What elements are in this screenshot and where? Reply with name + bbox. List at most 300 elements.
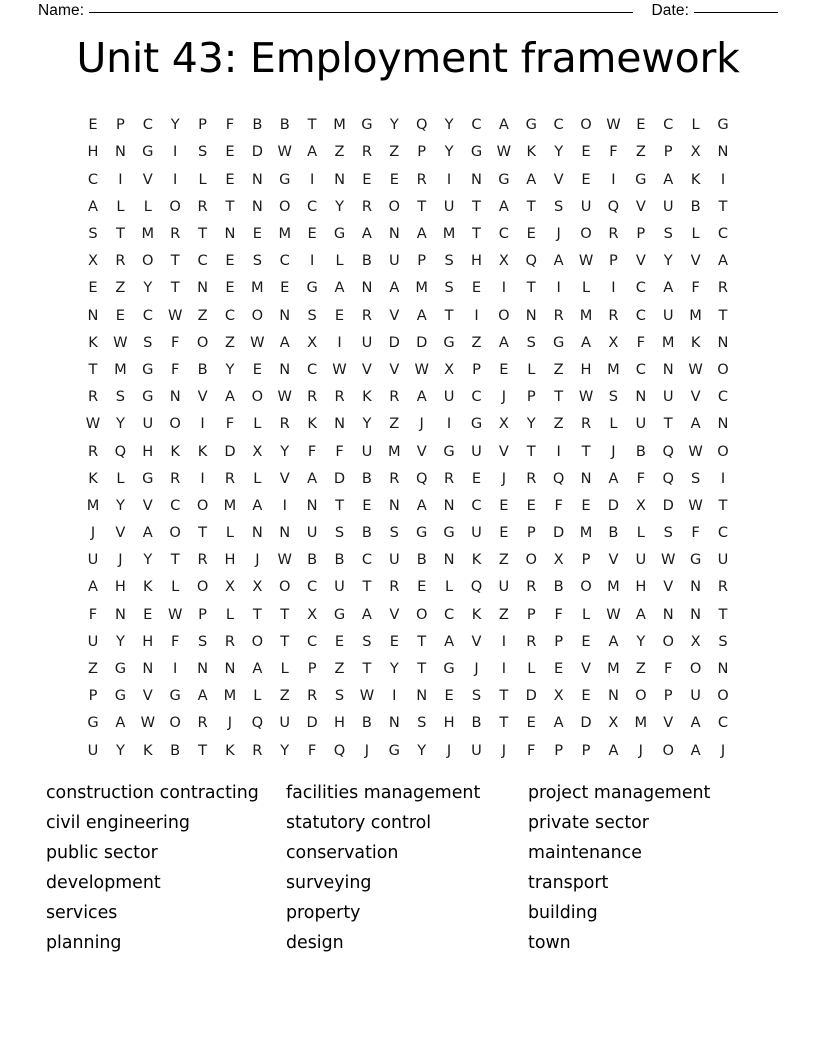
grid-cell[interactable]: R <box>197 714 208 732</box>
grid-cell[interactable]: B <box>361 714 372 732</box>
grid-cell[interactable]: V <box>498 442 509 460</box>
grid-cell[interactable]: L <box>636 524 645 542</box>
grid-cell[interactable]: T <box>88 360 98 378</box>
grid-cell[interactable]: T <box>499 687 509 705</box>
grid-cell[interactable]: R <box>307 687 318 705</box>
grid-cell[interactable]: M <box>333 116 346 134</box>
grid-cell[interactable]: A <box>142 524 153 542</box>
grid-cell[interactable]: O <box>251 388 264 406</box>
grid-cell[interactable]: A <box>526 170 537 188</box>
grid-cell[interactable]: N <box>635 388 647 406</box>
grid-cell[interactable]: V <box>142 170 153 188</box>
grid-cell[interactable]: N <box>690 578 702 596</box>
grid-cell[interactable]: A <box>88 197 98 215</box>
grid-cell[interactable]: E <box>581 496 591 514</box>
grid-cell[interactable]: N <box>251 197 263 215</box>
grid-cell[interactable]: B <box>334 551 345 569</box>
grid-cell[interactable]: K <box>170 442 180 460</box>
grid-cell[interactable]: T <box>718 605 728 623</box>
grid-cell[interactable]: Z <box>88 660 98 678</box>
grid-cell[interactable]: M <box>607 660 620 678</box>
grid-cell[interactable]: L <box>225 605 235 623</box>
grid-cell[interactable]: M <box>607 578 620 596</box>
grid-cell[interactable]: W <box>688 496 703 514</box>
grid-cell[interactable]: N <box>662 605 674 623</box>
grid-cell[interactable]: I <box>200 415 205 433</box>
grid-cell[interactable]: R <box>608 306 619 324</box>
grid-cell[interactable]: F <box>554 496 563 514</box>
grid-cell[interactable]: J <box>90 524 96 542</box>
grid-cell[interactable]: B <box>252 116 263 134</box>
grid-cell[interactable]: P <box>198 605 207 623</box>
grid-cell[interactable]: O <box>580 116 592 134</box>
grid-cell[interactable]: N <box>361 279 373 297</box>
grid-cell[interactable]: E <box>115 306 126 324</box>
grid-cell[interactable]: R <box>224 632 236 650</box>
grid-cell[interactable]: Y <box>280 442 290 460</box>
grid-cell[interactable]: A <box>663 170 674 188</box>
word-list-item[interactable]: construction contracting <box>46 783 259 803</box>
grid-cell[interactable]: T <box>472 225 481 243</box>
grid-cell[interactable]: Y <box>526 415 536 433</box>
grid-cell[interactable]: A <box>252 496 263 514</box>
grid-cell[interactable]: C <box>717 388 729 406</box>
grid-cell[interactable]: G <box>142 360 154 378</box>
grid-cell[interactable]: G <box>169 687 181 705</box>
grid-cell[interactable]: E <box>526 225 536 243</box>
grid-cell[interactable]: N <box>525 306 537 324</box>
grid-cell[interactable]: M <box>141 225 155 243</box>
grid-cell[interactable]: R <box>444 469 455 487</box>
grid-cell[interactable]: E <box>526 714 536 732</box>
grid-cell[interactable]: O <box>635 687 647 705</box>
grid-cell[interactable]: P <box>307 660 317 678</box>
grid-cell[interactable]: A <box>635 605 646 623</box>
grid-cell[interactable]: C <box>142 116 153 134</box>
grid-cell[interactable]: Y <box>280 741 290 759</box>
grid-cell[interactable]: Q <box>470 578 483 596</box>
grid-cell[interactable]: K <box>690 333 701 351</box>
grid-cell[interactable]: Y <box>636 632 646 650</box>
grid-cell[interactable]: O <box>196 496 209 514</box>
grid-cell[interactable]: A <box>608 741 619 759</box>
grid-cell[interactable]: T <box>198 524 208 542</box>
grid-cell[interactable]: V <box>142 496 153 514</box>
grid-cell[interactable]: G <box>443 660 455 678</box>
grid-cell[interactable]: U <box>662 197 674 215</box>
grid-cell[interactable]: O <box>415 605 428 623</box>
grid-cell[interactable]: X <box>88 252 98 270</box>
grid-cell[interactable]: R <box>526 632 537 650</box>
grid-cell[interactable]: U <box>142 415 154 433</box>
grid-cell[interactable]: O <box>717 360 729 378</box>
grid-cell[interactable]: W <box>578 252 594 270</box>
grid-cell[interactable]: S <box>444 279 454 297</box>
grid-cell[interactable]: G <box>443 442 455 460</box>
grid-cell[interactable]: V <box>389 306 400 324</box>
grid-cell[interactable]: A <box>498 333 509 351</box>
grid-cell[interactable]: O <box>498 306 510 324</box>
grid-cell[interactable]: V <box>471 632 482 650</box>
grid-cell[interactable]: W <box>140 714 155 732</box>
grid-cell[interactable]: E <box>471 279 482 297</box>
grid-cell[interactable]: N <box>279 524 291 542</box>
grid-cell[interactable]: G <box>717 116 729 134</box>
grid-cell[interactable]: A <box>416 388 427 406</box>
grid-cell[interactable]: U <box>361 333 373 351</box>
grid-cell[interactable]: A <box>197 687 208 705</box>
grid-cell[interactable]: Y <box>115 496 125 514</box>
grid-cell[interactable]: R <box>334 388 345 406</box>
grid-cell[interactable]: I <box>611 170 616 188</box>
grid-cell[interactable]: C <box>471 116 482 134</box>
grid-cell[interactable]: W <box>606 605 621 623</box>
grid-cell[interactable]: M <box>388 442 401 460</box>
grid-cell[interactable]: I <box>720 469 726 487</box>
grid-cell[interactable]: U <box>443 197 455 215</box>
grid-cell[interactable]: N <box>197 660 209 678</box>
grid-cell[interactable]: T <box>252 605 262 623</box>
grid-cell[interactable]: S <box>554 197 564 215</box>
grid-cell[interactable]: Q <box>607 197 620 215</box>
grid-cell[interactable]: R <box>580 415 592 433</box>
grid-cell[interactable]: N <box>306 496 318 514</box>
grid-cell[interactable]: A <box>88 578 98 596</box>
grid-cell[interactable]: I <box>309 252 315 270</box>
grid-cell[interactable]: C <box>635 306 646 324</box>
grid-cell[interactable]: C <box>307 197 318 215</box>
grid-cell[interactable]: M <box>579 306 593 324</box>
grid-cell[interactable]: R <box>717 279 729 297</box>
grid-cell[interactable]: E <box>636 116 646 134</box>
word-list-item[interactable]: development <box>46 873 161 893</box>
grid-cell[interactable]: F <box>170 632 180 650</box>
grid-cell[interactable]: Y <box>115 741 125 759</box>
grid-cell[interactable]: S <box>252 252 262 270</box>
grid-cell[interactable]: T <box>417 660 427 678</box>
grid-cell[interactable]: W <box>250 333 265 351</box>
grid-cell[interactable]: N <box>169 388 181 406</box>
grid-cell[interactable]: C <box>279 252 290 270</box>
grid-cell[interactable]: L <box>581 605 591 623</box>
grid-cell[interactable]: R <box>170 469 181 487</box>
grid-cell[interactable]: M <box>114 360 127 378</box>
grid-cell[interactable]: A <box>663 279 674 297</box>
grid-cell[interactable]: F <box>335 442 344 460</box>
grid-cell[interactable]: A <box>361 225 372 243</box>
grid-cell[interactable]: Y <box>362 415 372 433</box>
grid-cell[interactable]: C <box>307 360 318 378</box>
grid-cell[interactable]: W <box>578 388 594 406</box>
grid-cell[interactable]: D <box>388 333 400 351</box>
grid-cell[interactable]: N <box>388 714 400 732</box>
grid-cell[interactable]: C <box>717 714 729 732</box>
grid-cell[interactable]: N <box>580 469 592 487</box>
grid-cell[interactable]: U <box>87 741 99 759</box>
word-list-item[interactable]: property <box>286 903 361 923</box>
grid-cell[interactable]: Q <box>415 116 428 134</box>
grid-cell[interactable]: G <box>498 170 510 188</box>
grid-cell[interactable]: O <box>580 578 592 596</box>
grid-cell[interactable]: K <box>88 333 98 351</box>
grid-cell[interactable]: E <box>252 360 262 378</box>
grid-cell[interactable]: E <box>499 496 509 514</box>
grid-cell[interactable]: A <box>498 197 509 215</box>
grid-cell[interactable]: R <box>526 578 537 596</box>
grid-cell[interactable]: A <box>307 469 318 487</box>
grid-cell[interactable]: G <box>525 116 537 134</box>
grid-cell[interactable]: Z <box>553 360 564 378</box>
grid-cell[interactable]: T <box>526 442 536 460</box>
grid-cell[interactable]: J <box>638 741 643 759</box>
word-list-item[interactable]: town <box>528 933 571 953</box>
grid-cell[interactable]: N <box>388 225 400 243</box>
grid-cell[interactable]: E <box>554 660 564 678</box>
grid-cell[interactable]: S <box>197 143 208 161</box>
grid-cell[interactable]: E <box>362 496 372 514</box>
grid-cell[interactable]: U <box>471 524 482 542</box>
grid-cell[interactable]: E <box>225 279 235 297</box>
grid-cell[interactable]: B <box>553 578 564 596</box>
grid-cell[interactable]: P <box>554 632 564 650</box>
grid-cell[interactable]: T <box>198 225 208 243</box>
grid-cell[interactable]: F <box>609 143 618 161</box>
grid-cell[interactable]: S <box>663 524 673 542</box>
grid-cell[interactable]: R <box>197 551 208 569</box>
grid-cell[interactable]: T <box>170 252 180 270</box>
grid-cell[interactable]: C <box>498 225 509 243</box>
grid-cell[interactable]: J <box>501 388 507 406</box>
grid-cell[interactable]: C <box>197 252 208 270</box>
grid-cell[interactable]: P <box>636 225 646 243</box>
grid-cell[interactable]: E <box>280 279 290 297</box>
grid-cell[interactable]: L <box>225 524 235 542</box>
grid-cell[interactable]: R <box>389 469 400 487</box>
grid-cell[interactable]: V <box>279 469 290 487</box>
grid-cell[interactable]: G <box>114 660 127 678</box>
grid-cell[interactable]: X <box>252 578 263 596</box>
grid-cell[interactable]: N <box>690 605 702 623</box>
grid-cell[interactable]: T <box>170 279 180 297</box>
grid-cell[interactable]: O <box>689 660 702 678</box>
grid-cell[interactable]: O <box>580 225 592 243</box>
grid-cell[interactable]: Y <box>143 279 153 297</box>
grid-cell[interactable]: U <box>662 306 674 324</box>
grid-cell[interactable]: R <box>170 225 181 243</box>
grid-cell[interactable]: E <box>252 225 262 243</box>
grid-cell[interactable]: T <box>718 306 728 324</box>
grid-cell[interactable]: O <box>388 197 401 215</box>
grid-cell[interactable]: T <box>472 197 481 215</box>
grid-cell[interactable]: N <box>388 496 400 514</box>
grid-cell[interactable]: E <box>88 116 98 134</box>
grid-cell[interactable]: O <box>278 578 291 596</box>
grid-cell[interactable]: Z <box>197 306 208 324</box>
grid-cell[interactable]: R <box>389 388 400 406</box>
grid-cell[interactable]: M <box>223 496 237 514</box>
grid-cell[interactable]: I <box>501 279 507 297</box>
grid-cell[interactable]: H <box>635 578 647 596</box>
grid-cell[interactable]: V <box>142 687 153 705</box>
grid-cell[interactable]: A <box>690 415 701 433</box>
grid-cell[interactable]: W <box>85 415 101 433</box>
grid-cell[interactable]: I <box>282 496 287 514</box>
grid-cell[interactable]: B <box>307 551 318 569</box>
grid-cell[interactable]: N <box>279 360 291 378</box>
grid-cell[interactable]: N <box>443 496 455 514</box>
grid-cell[interactable]: K <box>471 605 482 623</box>
grid-cell[interactable]: R <box>252 741 263 759</box>
grid-cell[interactable]: L <box>143 197 152 215</box>
grid-cell[interactable]: R <box>115 252 126 270</box>
grid-cell[interactable]: W <box>332 360 347 378</box>
grid-cell[interactable]: B <box>361 524 372 542</box>
grid-cell[interactable]: I <box>118 170 123 188</box>
grid-cell[interactable]: N <box>251 170 263 188</box>
grid-cell[interactable]: A <box>252 660 263 678</box>
grid-cell[interactable]: A <box>581 333 592 351</box>
grid-cell[interactable]: Q <box>662 469 674 487</box>
grid-cell[interactable]: Z <box>498 605 509 623</box>
grid-cell[interactable]: X <box>690 143 701 161</box>
grid-cell[interactable]: S <box>444 252 454 270</box>
grid-cell[interactable]: N <box>224 660 236 678</box>
grid-cell[interactable]: Y <box>417 741 427 759</box>
grid-cell[interactable]: F <box>554 605 563 623</box>
grid-cell[interactable]: M <box>579 524 593 542</box>
grid-cell[interactable]: Q <box>662 442 674 460</box>
grid-cell[interactable]: W <box>660 551 676 569</box>
grid-cell[interactable]: P <box>526 605 536 623</box>
grid-cell[interactable]: U <box>690 687 701 705</box>
grid-cell[interactable]: R <box>553 306 564 324</box>
grid-cell[interactable]: N <box>224 225 236 243</box>
grid-cell[interactable]: N <box>279 306 291 324</box>
grid-cell[interactable]: T <box>417 197 427 215</box>
grid-cell[interactable]: C <box>170 496 181 514</box>
grid-cell[interactable]: C <box>635 360 646 378</box>
grid-cell[interactable]: N <box>197 279 209 297</box>
grid-cell[interactable]: S <box>718 632 728 650</box>
grid-cell[interactable]: T <box>280 632 290 650</box>
grid-cell[interactable]: G <box>333 225 346 243</box>
grid-cell[interactable]: V <box>663 714 674 732</box>
grid-cell[interactable]: Y <box>389 116 399 134</box>
grid-cell[interactable]: S <box>663 225 673 243</box>
grid-cell[interactable]: A <box>307 143 318 161</box>
grid-cell[interactable]: E <box>499 524 509 542</box>
grid-cell[interactable]: L <box>581 279 591 297</box>
grid-cell[interactable]: Z <box>498 551 509 569</box>
grid-cell[interactable]: S <box>608 388 619 406</box>
grid-cell[interactable]: U <box>87 632 99 650</box>
grid-cell[interactable]: R <box>279 415 290 433</box>
grid-cell[interactable]: U <box>635 551 647 569</box>
grid-cell[interactable]: V <box>635 252 646 270</box>
grid-cell[interactable]: I <box>720 170 726 188</box>
grid-cell[interactable]: P <box>663 143 673 161</box>
grid-cell[interactable]: W <box>688 442 703 460</box>
grid-cell[interactable]: G <box>443 524 455 542</box>
grid-cell[interactable]: V <box>608 551 619 569</box>
grid-cell[interactable]: U <box>635 415 647 433</box>
grid-cell[interactable]: S <box>389 524 399 542</box>
grid-cell[interactable]: W <box>277 143 292 161</box>
grid-cell[interactable]: S <box>471 687 482 705</box>
grid-cell[interactable]: J <box>556 225 561 243</box>
grid-cell[interactable]: I <box>173 170 178 188</box>
grid-cell[interactable]: O <box>169 415 181 433</box>
word-list-item[interactable]: project management <box>528 783 711 803</box>
grid-cell[interactable]: K <box>690 170 701 188</box>
grid-cell[interactable]: R <box>224 469 236 487</box>
word-list-item[interactable]: transport <box>528 873 609 893</box>
grid-cell[interactable]: A <box>498 116 509 134</box>
grid-cell[interactable]: H <box>142 442 154 460</box>
grid-cell[interactable]: P <box>663 687 673 705</box>
grid-cell[interactable]: Q <box>415 469 428 487</box>
grid-cell[interactable]: V <box>635 197 646 215</box>
word-list-item[interactable]: building <box>528 903 598 923</box>
grid-cell[interactable]: C <box>663 116 674 134</box>
grid-cell[interactable]: E <box>526 496 536 514</box>
grid-cell[interactable]: B <box>197 360 208 378</box>
grid-cell[interactable]: K <box>526 143 537 161</box>
grid-cell[interactable]: A <box>389 279 400 297</box>
word-list-item[interactable]: private sector <box>528 813 649 833</box>
grid-cell[interactable]: G <box>443 333 455 351</box>
grid-cell[interactable]: P <box>526 524 536 542</box>
grid-cell[interactable]: T <box>307 116 317 134</box>
grid-cell[interactable]: E <box>334 632 345 650</box>
grid-cell[interactable]: C <box>224 306 236 324</box>
grid-cell[interactable]: U <box>498 578 510 596</box>
grid-cell[interactable]: N <box>87 306 99 324</box>
grid-cell[interactable]: S <box>417 714 427 732</box>
grid-cell[interactable]: U <box>388 252 400 270</box>
grid-cell[interactable]: A <box>553 714 564 732</box>
grid-cell[interactable]: K <box>143 741 153 759</box>
grid-cell[interactable]: O <box>251 632 264 650</box>
grid-cell[interactable]: M <box>223 687 237 705</box>
grid-cell[interactable]: R <box>87 442 99 460</box>
grid-cell[interactable]: P <box>581 741 591 759</box>
grid-cell[interactable]: W <box>167 605 183 623</box>
grid-cell[interactable]: W <box>113 333 128 351</box>
grid-cell[interactable]: C <box>717 225 729 243</box>
grid-cell[interactable]: I <box>501 660 507 678</box>
grid-cell[interactable]: P <box>526 388 536 406</box>
grid-cell[interactable]: K <box>88 469 98 487</box>
grid-cell[interactable]: Q <box>525 252 537 270</box>
grid-cell[interactable]: R <box>361 143 372 161</box>
grid-cell[interactable]: E <box>581 170 591 188</box>
grid-cell[interactable]: G <box>142 469 154 487</box>
grid-cell[interactable]: G <box>416 524 428 542</box>
grid-cell[interactable]: H <box>443 714 455 732</box>
grid-cell[interactable]: F <box>636 469 646 487</box>
grid-cell[interactable]: D <box>580 714 592 732</box>
grid-cell[interactable]: O <box>717 687 729 705</box>
grid-cell[interactable]: A <box>334 279 345 297</box>
grid-cell[interactable]: N <box>443 551 455 569</box>
grid-cell[interactable]: W <box>496 143 512 161</box>
grid-cell[interactable]: W <box>167 306 183 324</box>
grid-cell[interactable]: J <box>364 741 370 759</box>
grid-cell[interactable]: T <box>718 496 728 514</box>
grid-cell[interactable]: P <box>417 252 427 270</box>
grid-cell[interactable]: F <box>225 116 235 134</box>
